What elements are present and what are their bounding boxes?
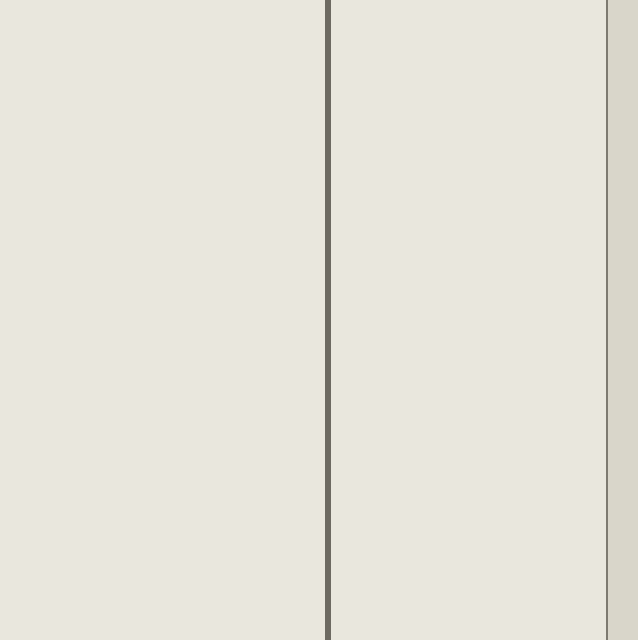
next-page-edge — [608, 0, 638, 640]
right-page — [331, 0, 606, 640]
